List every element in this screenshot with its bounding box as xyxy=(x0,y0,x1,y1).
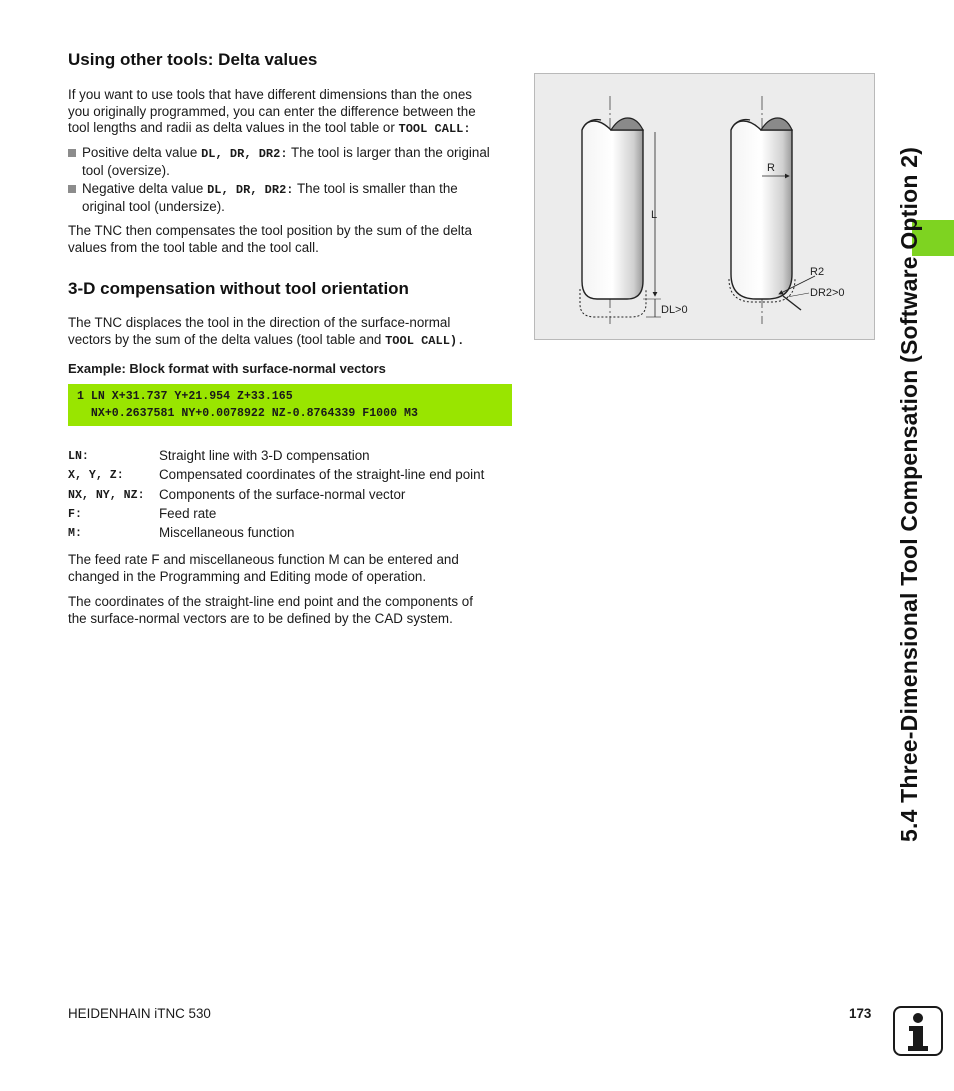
tool-length-illustration xyxy=(580,96,688,324)
bullet-suffix: The tool is larger than the original xyxy=(287,145,490,160)
compensation-intro-paragraph xyxy=(68,315,518,349)
label-dl: DL>0 xyxy=(661,304,688,316)
compensation-intro-code: TOOL CALL). xyxy=(385,333,465,348)
nc-code-line: 1 LN X+31.737 Y+21.954 Z+33.165 xyxy=(77,390,293,403)
feed-rate-line: The feed rate F and miscellaneous function M can be entered and xyxy=(68,552,459,567)
definition-term: M: xyxy=(68,527,82,541)
bullet-prefix: Negative delta value xyxy=(82,181,208,196)
definition-row xyxy=(68,448,513,467)
compensation-intro-line: The TNC displaces the tool in the direction of the surface-normal xyxy=(68,315,451,330)
info-icon xyxy=(893,1006,943,1056)
nc-code-block xyxy=(68,384,512,426)
compensation-intro-line: vectors by the sum of the delta values (tool table and xyxy=(68,331,386,347)
definition-row xyxy=(68,506,513,525)
tool-radius-illustration xyxy=(729,96,845,324)
definition-desc: Feed rate xyxy=(159,505,217,521)
definition-desc: Miscellaneous function xyxy=(159,525,295,541)
cad-paragraph xyxy=(68,594,518,627)
delta-outro-line: values from the tool table and the tool call. xyxy=(68,239,319,255)
label-l: L xyxy=(651,209,658,221)
definition-list xyxy=(68,448,513,544)
page-number: 173 xyxy=(849,1006,872,1021)
cad-line: The coordinates of the straight-line end point and the components of xyxy=(68,594,473,609)
label-dr2: DR2>0 xyxy=(810,287,845,299)
chapter-side-title: 5.4 Three-Dimensional Tool Compensation (Software Option 2) xyxy=(896,146,922,842)
nc-code-line: NX+0.2637581 NY+0.0078922 NZ-0.8764339 F1000 M3 xyxy=(77,407,418,420)
definition-term: NX, NY, NZ: xyxy=(68,488,145,502)
example-label: Example: Block format with surface-normal vectors xyxy=(68,361,386,376)
section-heading-3d-compensation: 3-D compensation without tool orientation xyxy=(68,279,409,298)
footer-product: HEIDENHAIN iTNC 530 xyxy=(68,1006,211,1021)
delta-intro-line: tool lengths and radii as delta values in the tool table or xyxy=(68,120,399,135)
delta-intro-paragraph xyxy=(68,87,518,138)
feed-rate-line: changed in the Programming and Editing mode of operation. xyxy=(68,568,427,584)
definition-desc: Compensated coordinates of the straight-line end point xyxy=(159,467,485,483)
bullet-square-icon xyxy=(68,149,76,157)
definition-row xyxy=(68,525,513,544)
delta-intro-line: If you want to use tools that have different dimensions than the ones xyxy=(68,87,472,102)
definition-row xyxy=(68,467,513,486)
definition-desc: Straight line with 3-D compensation xyxy=(159,448,370,463)
bullet-positive-delta xyxy=(68,145,513,179)
bullet-suffix: tool (oversize). xyxy=(82,162,170,178)
bullet-code: DL, DR, DR2: xyxy=(201,147,288,161)
bullet-negative-delta xyxy=(68,181,513,215)
delta-intro-code: TOOL CALL: xyxy=(398,122,471,136)
tool-delta-diagram xyxy=(535,74,874,339)
definition-term: F: xyxy=(68,507,82,521)
cad-line: the surface-normal vectors are to be defined by the CAD system. xyxy=(68,610,453,626)
definition-row xyxy=(68,487,513,506)
delta-intro-line: you originally programmed, you can enter the difference between the xyxy=(68,103,476,119)
definition-desc: Components of the surface-normal vector xyxy=(159,486,406,502)
definition-term: X, Y, Z: xyxy=(68,469,124,483)
label-r: R xyxy=(767,162,775,174)
bullet-code: DL, DR, DR2: xyxy=(207,183,294,197)
bullet-square-icon xyxy=(68,185,76,193)
definition-term: LN: xyxy=(68,450,89,463)
bullet-suffix: original tool (undersize). xyxy=(82,198,225,214)
section-heading-delta: Using other tools: Delta values xyxy=(68,50,318,69)
bullet-prefix: Positive delta value xyxy=(82,145,202,160)
bullet-suffix: The tool is smaller than the xyxy=(293,181,458,196)
tool-delta-figure xyxy=(534,73,875,340)
delta-outro-paragraph xyxy=(68,223,518,256)
feed-rate-paragraph xyxy=(68,552,518,585)
label-r2: R2 xyxy=(810,266,825,278)
delta-outro-line: The TNC then compensates the tool position by the sum of the delta xyxy=(68,223,472,238)
